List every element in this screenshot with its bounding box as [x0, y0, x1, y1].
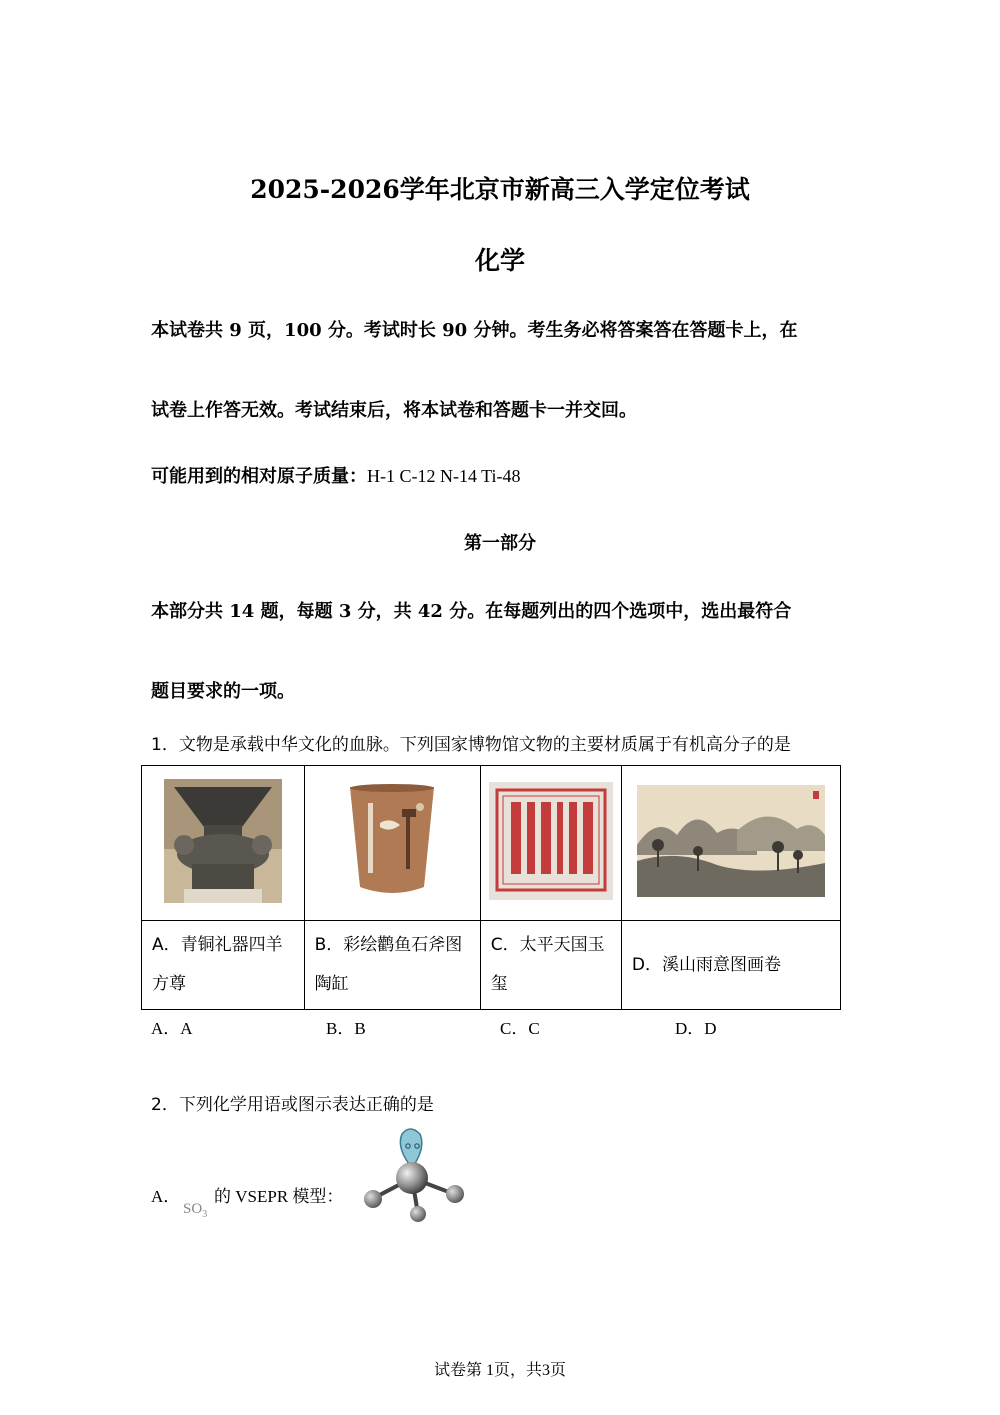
part1-heading: 第一部分 — [464, 533, 536, 554]
q2-option-a-prefix: A． — [151, 1187, 181, 1206]
answer-option-b[interactable]: B．B — [326, 1019, 366, 1038]
so3-formula-base: SO — [183, 1201, 203, 1217]
atomic-mass-line — [151, 462, 521, 488]
cell-a-image — [142, 766, 305, 921]
part1-desc-line-1: 本部分共 14 题，每题 3 分，共 42 分。在每题列出的四个选项中，选出最符合 — [151, 601, 792, 622]
exam-title: 2025-2026学年北京市新高三入学定位考试 — [250, 175, 750, 204]
page-footer: 试卷第 1页，共3页 — [433, 1362, 566, 1379]
option-a-line-2: 方尊 — [152, 974, 186, 994]
vsepr-model-icon — [358, 1124, 470, 1228]
option-a-line-1: A．青铜礼器四羊 — [152, 935, 283, 955]
subject-title: 化学 — [474, 246, 525, 275]
cell-b-label — [304, 921, 480, 1010]
instructions-line-2: 试卷上作答无效。考试结束后，将本试卷和答题卡一并交回。 — [151, 400, 637, 421]
so3-formula — [183, 1201, 207, 1220]
painted-pottery-jar-image — [344, 783, 440, 899]
atomic-mass-values: H-1 C-12 N-14 Ti-48 — [367, 466, 521, 486]
option-d-line-1: D．溪山雨意图画卷 — [631, 954, 781, 975]
q2-option-a-text — [214, 1182, 343, 1207]
cell-d-label — [621, 921, 840, 1010]
cell-c-label — [480, 921, 621, 1010]
answer-option-a[interactable]: A．A — [151, 1019, 193, 1038]
instructions-line-1: 本试卷共 9 页，100 分。考试时长 90 分钟。考生务必将答案答在答题卡上，在 — [151, 320, 798, 341]
answer-option-d[interactable]: D．D — [675, 1019, 717, 1038]
question-2-stem: 2．下列化学用语或图示表达正确的是 — [151, 1095, 434, 1115]
part1-desc-line-2: 题目要求的一项。 — [151, 681, 295, 702]
option-b-line-1: B．彩绘鹳鱼石斧图 — [314, 935, 463, 955]
landscape-scroll-image — [637, 785, 825, 897]
question-1-table — [141, 765, 841, 1010]
cell-b-image — [304, 766, 480, 921]
cell-a-label — [142, 921, 305, 1010]
q2-option-a-suffix: 的 VSEPR 模型： — [214, 1187, 344, 1206]
cell-c-image — [480, 766, 621, 921]
option-c-line-2: 玺 — [490, 974, 508, 994]
jade-seal-print-image — [489, 782, 613, 900]
so3-formula-subscript: 3 — [202, 1209, 208, 1220]
answer-option-c[interactable]: C．C — [500, 1019, 540, 1038]
cell-d-image — [621, 766, 840, 921]
atomic-mass-label: 可能用到的相对原子质量： — [151, 466, 367, 487]
bronze-zun-image — [164, 779, 282, 903]
option-b-line-2: 陶缸 — [314, 974, 349, 994]
question-1-stem: 1．文物是承载中华文化的血脉。下列国家博物馆文物的主要材质属于有机高分子的是 — [151, 735, 791, 755]
option-c-line-1: C．太平天国玉 — [490, 935, 605, 955]
